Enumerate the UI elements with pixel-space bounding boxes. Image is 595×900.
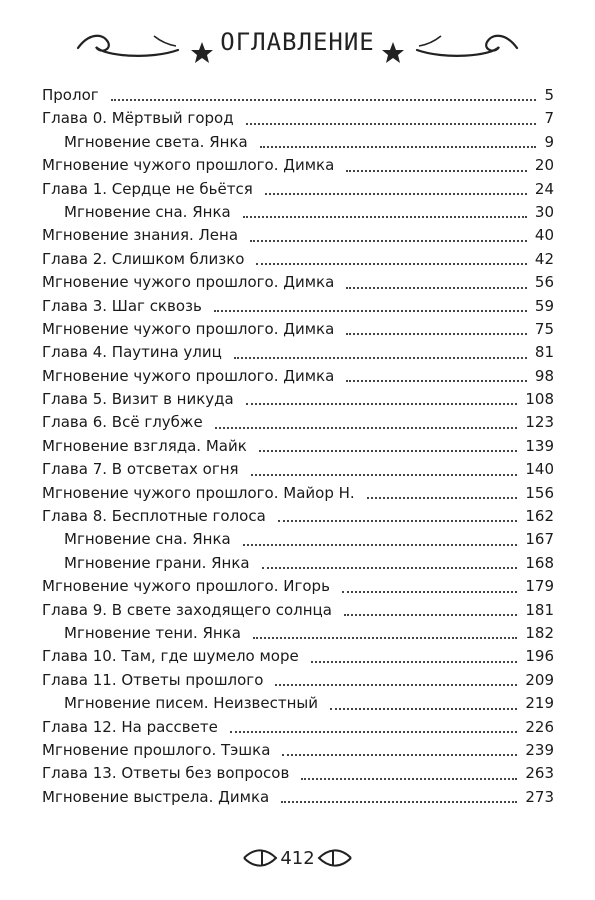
toc-leader-dots [275, 661, 517, 686]
toc-entry-title: Мгновение выстрела. Димка [42, 787, 270, 806]
toc-entry-title: Мгновение чужого прошлого. Димка [42, 319, 335, 338]
toc-entry-title: Мгновение взгляда. Майк [42, 436, 247, 455]
toc-entry-page: 167 [525, 530, 554, 549]
toc-entry-page: 30 [534, 202, 554, 221]
toc-entry-title: Мгновение чужого прошлого. Димка [42, 366, 335, 385]
toc-entry-page: 209 [525, 670, 554, 689]
toc-leader-dots [367, 474, 517, 499]
toc-entry-title: Мгновение света. Янка [64, 132, 248, 151]
toc-entry-page: 168 [525, 553, 554, 572]
toc-leader-dots [278, 497, 517, 522]
toc-entry-title: Глава 4. Паутина улиц [42, 343, 222, 362]
toc-entry-title: Мгновение прошлого. Тэшка [42, 740, 271, 759]
toc-leader-dots [250, 216, 527, 241]
toc-entry [42, 786, 554, 809]
toc-entry-page: 182 [525, 623, 554, 642]
toc-leader-dots [346, 146, 527, 171]
toc-entry-title: Глава 11. Ответы прошлого [42, 670, 264, 689]
toc-leader-dots [234, 333, 527, 358]
toc-leader-dots [246, 380, 517, 405]
toc-entry-title: Глава 6. Всё глубже [42, 413, 203, 432]
toc-entry-page: 273 [525, 787, 554, 806]
toc-leader-dots [256, 240, 527, 265]
toc-leader-dots [215, 403, 517, 428]
toc-entry-title: Мгновение тени. Янка [64, 623, 241, 642]
toc-entry-title: Глава 8. Бесплотные голоса [42, 507, 266, 526]
toc-entry-page: 9 [544, 132, 554, 151]
toc-entry-title: Пролог [42, 86, 99, 104]
toc-leader-dots [260, 123, 536, 148]
toc-entry-title: Мгновение чужого прошлого. Димка [42, 273, 335, 292]
toc-entry-title: Мгновение чужого прошлого. Димка [42, 156, 335, 175]
toc-entry-title: Глава 0. Мёртвый город [42, 109, 234, 128]
toc-entry-title: Мгновение чужого прошлого. Игорь [42, 577, 330, 596]
toc-entry-title: Мгновение писем. Неизвестный [64, 694, 318, 713]
toc-entry-page: 24 [534, 179, 554, 198]
toc-leader-dots [265, 170, 527, 195]
toc-leader-dots [251, 450, 517, 475]
page-header [0, 22, 595, 70]
toc-entry-page: 139 [525, 436, 554, 455]
toc-leader-dots [243, 193, 527, 218]
toc-entry-title: Глава 13. Ответы без вопросов [42, 764, 290, 783]
toc-entry-page: 56 [534, 273, 554, 292]
toc-entry-page: 5 [544, 86, 554, 104]
page-title: ОГЛАВЛЕНИЕ [220, 28, 375, 56]
toc-leader-dots [230, 708, 517, 733]
page-number: 412 [280, 848, 315, 869]
toc-entry-title: Глава 7. В отсветах огня [42, 460, 239, 479]
toc-entry-page: 98 [534, 366, 554, 385]
toc-entry-page: 239 [525, 740, 554, 759]
toc-entry-title: Глава 12. На рассвете [42, 717, 218, 736]
toc-leader-dots [330, 684, 517, 709]
toc-entry-page: 59 [534, 296, 554, 315]
toc-entry-page: 123 [525, 413, 554, 432]
toc-entry-title: Мгновение чужого прошлого. Майор Н. [42, 483, 355, 502]
toc-entry-page: 162 [525, 507, 554, 526]
toc-entry-page: 42 [534, 249, 554, 268]
toc-leader-dots [111, 76, 536, 101]
toc-entry-title: Мгновение сна. Янка [64, 530, 231, 549]
toc-entry-title: Глава 1. Сердце не бьётся [42, 179, 253, 198]
toc-entry-page: 7 [544, 109, 554, 128]
toc-entry-title: Глава 10. Там, где шумело море [42, 647, 299, 666]
toc-entry-page: 75 [534, 319, 554, 338]
toc-leader-dots [311, 637, 517, 662]
toc-leader-dots [346, 310, 527, 335]
toc-leader-dots [342, 567, 517, 592]
toc-leader-dots [262, 544, 517, 569]
toc-entry-title: Глава 9. В свете заходящего солнца [42, 600, 332, 619]
toc-entry-page: 226 [525, 717, 554, 736]
toc-leader-dots [243, 520, 517, 545]
toc-entry-page: 40 [534, 226, 554, 245]
toc-entry-page: 179 [525, 577, 554, 596]
toc-entry-page: 219 [525, 694, 554, 713]
toc-leader-dots [344, 591, 517, 616]
toc-leader-dots [301, 754, 517, 779]
toc-entry-page: 156 [525, 483, 554, 502]
toc-entry-title: Глава 3. Шаг сквозь [42, 296, 202, 315]
toc-entry-title: Мгновение грани. Янка [64, 553, 250, 572]
toc-leader-dots [214, 287, 527, 312]
toc-leader-dots [282, 731, 517, 756]
toc-leader-dots [281, 778, 517, 803]
toc-leader-dots [259, 427, 517, 452]
toc-leader-dots [346, 263, 527, 288]
toc-entry-title: Глава 5. Визит в никуда [42, 390, 234, 409]
toc-entry-page: 108 [525, 390, 554, 409]
toc-leader-dots [253, 614, 517, 639]
toc-entry-page: 196 [525, 647, 554, 666]
toc-entry-page: 20 [534, 156, 554, 175]
toc-entry-page: 181 [525, 600, 554, 619]
toc-entry-page: 140 [525, 460, 554, 479]
page-footer [0, 838, 595, 878]
toc-leader-dots [346, 357, 527, 382]
table-of-contents [42, 84, 554, 809]
toc-entry-page: 81 [534, 343, 554, 362]
toc-entry-title: Мгновение знания. Лена [42, 226, 239, 245]
toc-entry-title: Глава 2. Слишком близко [42, 249, 245, 268]
toc-entry-page: 263 [525, 764, 554, 783]
toc-leader-dots [246, 99, 536, 124]
toc-entry-title: Мгновение сна. Янка [64, 202, 231, 221]
